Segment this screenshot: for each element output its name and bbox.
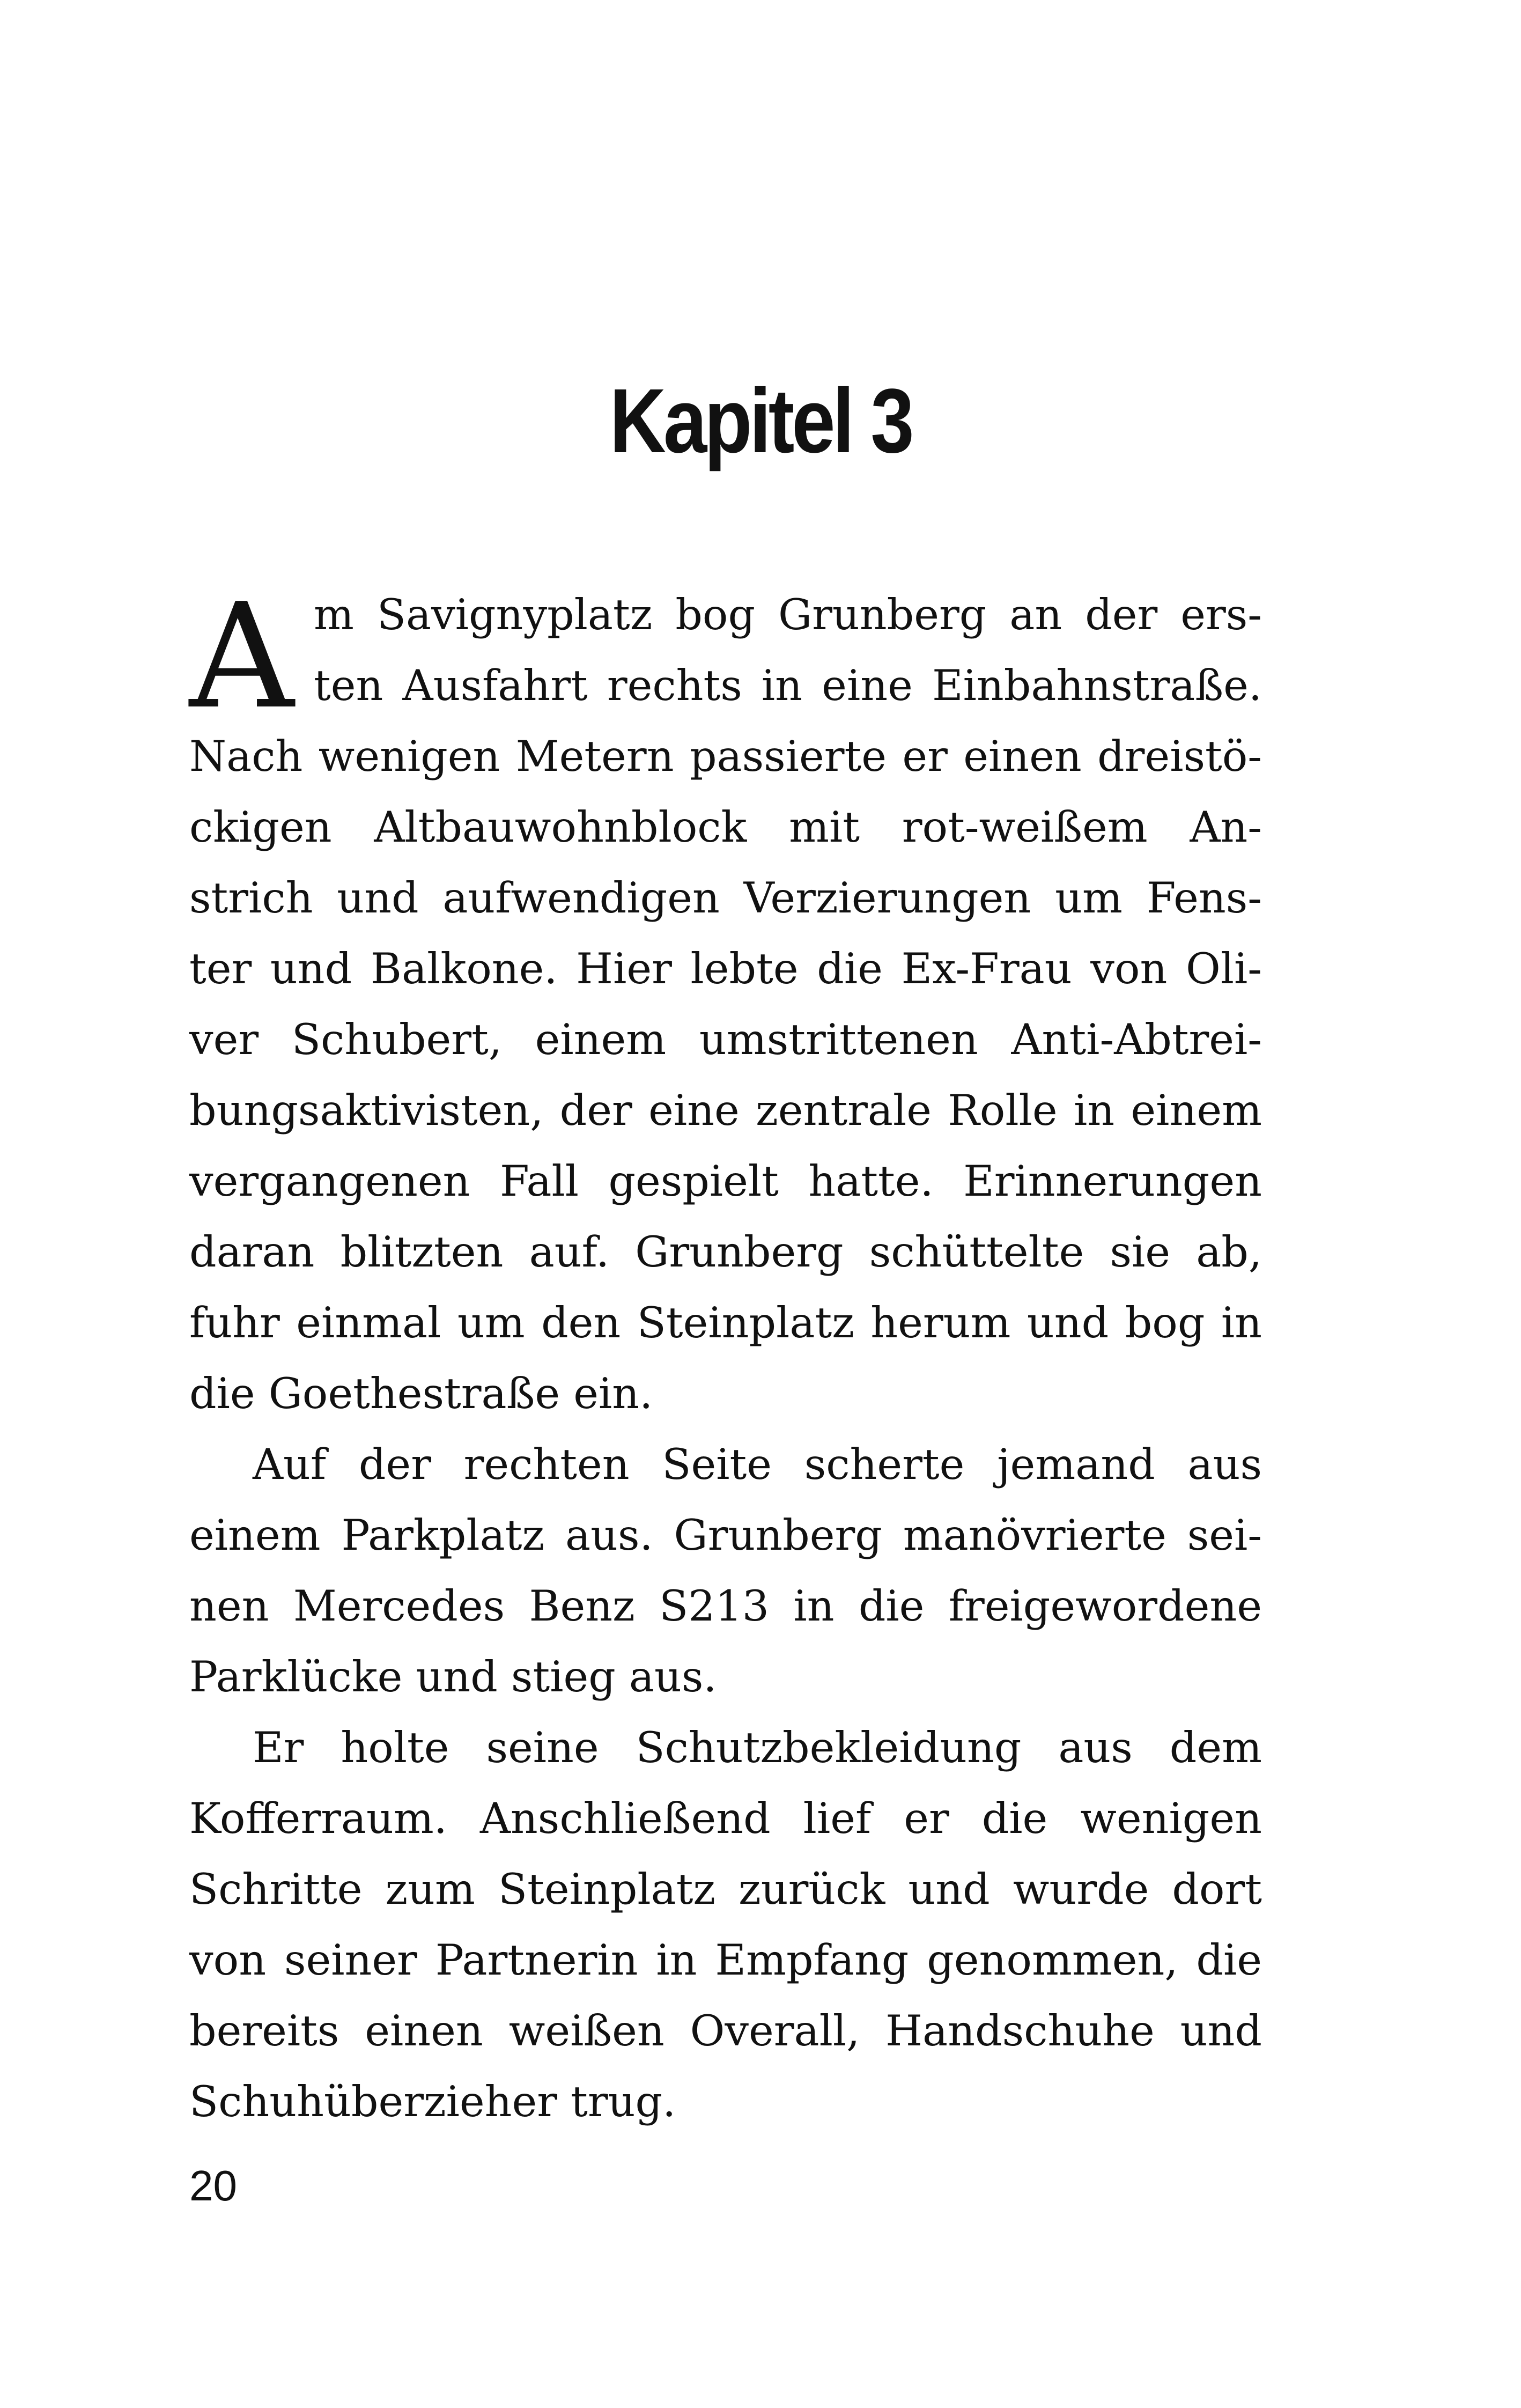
- text-line: Er holte seine Schutzbekleidung aus dem: [253, 1723, 1262, 1772]
- text-line: ver Schubert, einem umstrittenen Anti-Abtrei-: [189, 1015, 1262, 1064]
- text-line: strich und aufwendigen Verzierungen um Fens-: [189, 873, 1262, 923]
- text-line: Nach wenigen Metern passierte er einen dreistö-: [189, 732, 1262, 781]
- text-line: Schritte zum Steinplatz zurück und wurde dort: [189, 1865, 1262, 1914]
- text-line: einem Parkplatz aus. Grunberg manövrierte sei-: [189, 1511, 1262, 1560]
- text-line: Parklücke und stieg aus.: [189, 1652, 717, 1702]
- text-line: ten Ausfahrt rechts in eine Einbahnstraße.: [314, 661, 1262, 710]
- drop-cap: A: [189, 572, 294, 741]
- text-line: ckigen Altbauwohnblock mit rot-weißem An-: [189, 802, 1262, 852]
- text-line: daran blitzten auf. Grunberg schüttelte sie ab,: [189, 1227, 1262, 1277]
- text-line: die Goethestraße ein.: [189, 1369, 653, 1418]
- text-line: bereits einen weißen Overall, Handschuhe und: [189, 2006, 1262, 2056]
- text-line: ter und Balkone. Hier lebte die Ex-Frau von Oli-: [189, 944, 1262, 993]
- text-line: Auf der rechten Seite scherte jemand aus: [253, 1440, 1262, 1489]
- text-line: bungsaktivisten, der eine zentrale Rolle in einem: [189, 1086, 1262, 1135]
- chapter-title: Kapitel 3: [609, 370, 912, 472]
- text-line: nen Mercedes Benz S213 in die freigewordene: [189, 1581, 1262, 1631]
- text-line: m Savignyplatz bog Grunberg an der ers-: [314, 590, 1262, 639]
- text-line: Kofferraum. Anschließend lief er die wenigen: [189, 1794, 1262, 1843]
- text-line: fuhr einmal um den Steinplatz herum und bog in: [189, 1298, 1262, 1347]
- text-line: vergangenen Fall gespielt hatte. Erinnerungen: [189, 1157, 1262, 1206]
- page-number: 20: [189, 2162, 237, 2210]
- body-text: [189, 572, 1262, 2137]
- text-line: von seiner Partnerin in Empfang genommen, die: [189, 1935, 1262, 1985]
- text-line: Schuhüberzieher trug.: [189, 2077, 676, 2126]
